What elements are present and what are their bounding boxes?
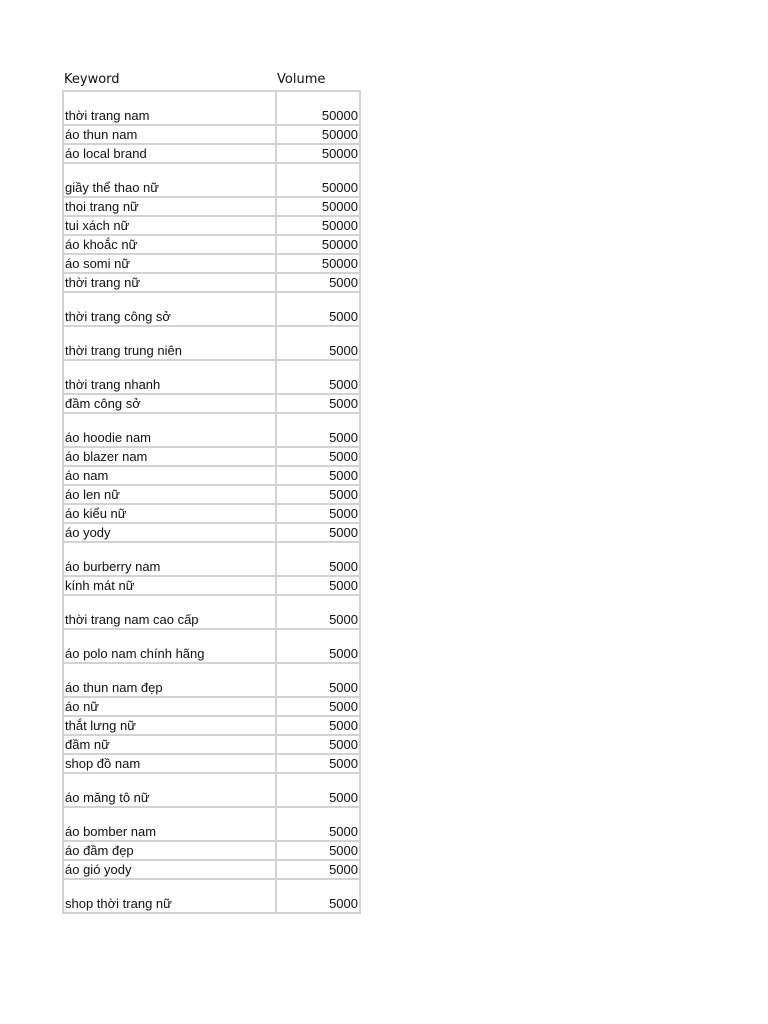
keyword-cell: đầm công sở (63, 394, 276, 413)
table-row (63, 879, 360, 913)
keyword-volume-table (62, 90, 361, 914)
volume-cell: 50000 (276, 254, 360, 273)
table-row (63, 197, 360, 216)
volume-cell: 50000 (276, 125, 360, 144)
table-row (63, 485, 360, 504)
keyword-cell: áo nam (63, 466, 276, 485)
keyword-cell: áo kiểu nữ (63, 504, 276, 523)
keyword-cell: thoi trang nữ (63, 197, 276, 216)
volume-cell: 5000 (276, 595, 360, 629)
table-row (63, 523, 360, 542)
keyword-cell: đầm nữ (63, 735, 276, 754)
volume-cell: 50000 (276, 144, 360, 163)
keyword-cell: áo local brand (63, 144, 276, 163)
table-row (63, 697, 360, 716)
volume-cell: 5000 (276, 754, 360, 773)
table-row (63, 466, 360, 485)
keyword-cell: thắt lưng nữ (63, 716, 276, 735)
volume-cell: 5000 (276, 697, 360, 716)
volume-cell: 50000 (276, 197, 360, 216)
volume-cell: 50000 (276, 216, 360, 235)
table-row (63, 860, 360, 879)
keyword-cell: áo burberry nam (63, 542, 276, 576)
table-row (63, 542, 360, 576)
keyword-table-sheet (62, 72, 362, 914)
table-row (63, 773, 360, 807)
keyword-cell: áo len nữ (63, 485, 276, 504)
keyword-cell: giầy thể thao nữ (63, 163, 276, 197)
keyword-cell: áo nữ (63, 697, 276, 716)
keyword-cell: shop đồ nam (63, 754, 276, 773)
keyword-cell: thời trang công sở (63, 292, 276, 326)
volume-cell: 5000 (276, 716, 360, 735)
volume-cell: 5000 (276, 326, 360, 360)
keyword-cell: thời trang nhanh (63, 360, 276, 394)
keyword-cell: áo gió yody (63, 860, 276, 879)
table-row (63, 595, 360, 629)
table-row (63, 125, 360, 144)
keyword-cell: áo thun nam (63, 125, 276, 144)
keyword-cell: shop thời trang nữ (63, 879, 276, 913)
volume-cell: 5000 (276, 663, 360, 697)
keyword-cell: thời trang nữ (63, 273, 276, 292)
volume-cell: 5000 (276, 394, 360, 413)
table-body (63, 91, 360, 913)
volume-cell: 5000 (276, 485, 360, 504)
table-row (63, 841, 360, 860)
volume-cell: 5000 (276, 879, 360, 913)
keyword-cell: áo đầm đẹp (63, 841, 276, 860)
volume-cell: 5000 (276, 413, 360, 447)
keyword-cell: thời trang trung niên (63, 326, 276, 360)
table-row (63, 273, 360, 292)
volume-cell: 50000 (276, 91, 360, 125)
volume-cell: 5000 (276, 360, 360, 394)
table-row (63, 754, 360, 773)
keyword-cell: áo bomber nam (63, 807, 276, 841)
volume-cell: 5000 (276, 629, 360, 663)
volume-cell: 5000 (276, 292, 360, 326)
table-row (63, 413, 360, 447)
table-row (63, 504, 360, 523)
keyword-cell: tui xách nữ (63, 216, 276, 235)
table-row (63, 292, 360, 326)
table-row (63, 576, 360, 595)
table-row (63, 254, 360, 273)
keyword-column-header: Keyword (64, 72, 120, 87)
table-row (63, 629, 360, 663)
volume-cell: 5000 (276, 807, 360, 841)
table-row (63, 360, 360, 394)
table-row (63, 716, 360, 735)
keyword-cell: thời trang nam cao cấp (63, 595, 276, 629)
volume-column-header: Volume (277, 72, 326, 87)
table-row (63, 807, 360, 841)
table-row (63, 144, 360, 163)
volume-cell: 5000 (276, 860, 360, 879)
volume-cell: 5000 (276, 466, 360, 485)
volume-cell: 50000 (276, 235, 360, 254)
table-row (63, 216, 360, 235)
volume-cell: 5000 (276, 773, 360, 807)
table-row (63, 447, 360, 466)
table-row (63, 326, 360, 360)
keyword-cell: áo yody (63, 523, 276, 542)
volume-cell: 5000 (276, 841, 360, 860)
keyword-cell: áo khoắc nữ (63, 235, 276, 254)
volume-cell: 5000 (276, 273, 360, 292)
volume-cell: 5000 (276, 542, 360, 576)
volume-cell: 5000 (276, 576, 360, 595)
keyword-cell: kính mát nữ (63, 576, 276, 595)
table-row (63, 91, 360, 125)
table-row (63, 235, 360, 254)
keyword-cell: áo blazer nam (63, 447, 276, 466)
keyword-cell: thời trang nam (63, 91, 276, 125)
keyword-cell: áo hoodie nam (63, 413, 276, 447)
volume-cell: 5000 (276, 447, 360, 466)
keyword-cell: áo somi nữ (63, 254, 276, 273)
volume-cell: 5000 (276, 523, 360, 542)
keyword-cell: áo măng tô nữ (63, 773, 276, 807)
table-row (63, 663, 360, 697)
table-header-row (62, 72, 362, 90)
keyword-cell: áo polo nam chính hãng (63, 629, 276, 663)
table-row (63, 735, 360, 754)
volume-cell: 5000 (276, 735, 360, 754)
table-row (63, 163, 360, 197)
table-row (63, 394, 360, 413)
volume-cell: 5000 (276, 504, 360, 523)
keyword-cell: áo thun nam đẹp (63, 663, 276, 697)
volume-cell: 50000 (276, 163, 360, 197)
